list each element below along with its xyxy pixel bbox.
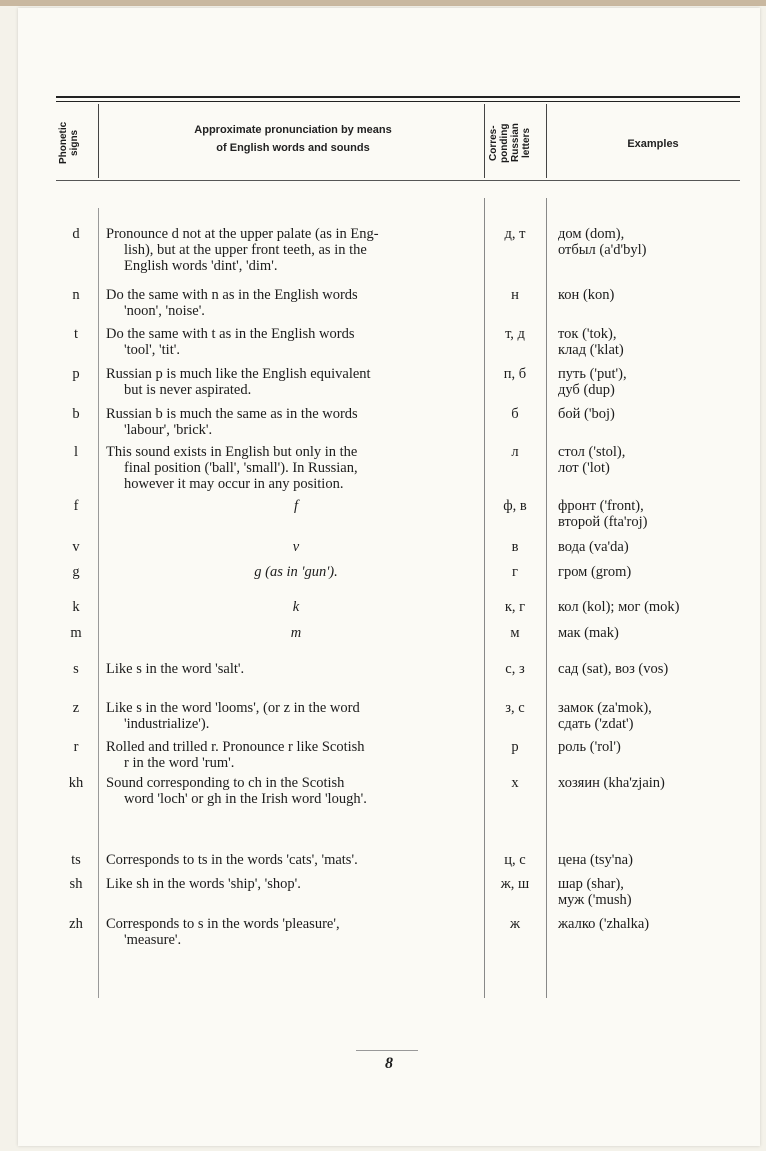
description-line: Corresponds to s in the words 'pleasure', <box>106 916 340 932</box>
example-line: кол (kol); мог (mok) <box>558 599 680 615</box>
russian-letters: ж, ш <box>500 876 530 892</box>
example-words <box>558 852 758 868</box>
book-page <box>18 8 760 1146</box>
russian-letters: с, з <box>505 661 525 677</box>
description-line: 'tool', 'tit'. <box>124 342 180 358</box>
description-line: m <box>290 625 302 641</box>
pronunciation-description <box>106 625 486 641</box>
description-line: g (as in 'gun'). <box>254 564 338 580</box>
pronunciation-description <box>106 539 486 555</box>
phonetic-sign: g <box>72 564 80 580</box>
example-line: лот ('lot) <box>558 460 610 476</box>
russian-letters: ц, с <box>504 852 526 868</box>
example-line: стол ('stol), <box>558 444 626 460</box>
description-line: k <box>292 599 300 615</box>
description-line: English words 'dint', 'dim'. <box>124 258 278 274</box>
example-line: шар (shar), <box>558 876 624 892</box>
phonetic-sign: f <box>73 498 79 514</box>
example-words <box>558 739 758 755</box>
phonetic-sign: s <box>73 661 79 677</box>
example-line: сад (sat), воз (vos) <box>558 661 669 677</box>
phonetic-sign: d <box>72 226 80 242</box>
header-russian-letters: Corres- ponding Russian letters <box>488 123 532 163</box>
russian-letters: д, т <box>504 226 526 242</box>
pronunciation-description <box>106 366 486 398</box>
example-words <box>558 498 758 530</box>
russian-letters: л <box>511 444 519 460</box>
header-rule-top-thin <box>56 101 740 102</box>
example-line: жалко ('zhalka) <box>558 916 650 932</box>
description-line: Like sh in the words 'ship', 'shop'. <box>106 876 301 892</box>
phonetic-sign: sh <box>69 876 83 892</box>
header-examples: Examples <box>627 138 679 150</box>
pronunciation-description <box>106 326 486 358</box>
example-words <box>558 876 758 908</box>
description-line: This sound exists in English but only in the <box>106 444 358 460</box>
phonetic-sign: l <box>73 444 79 460</box>
pronunciation-description <box>106 852 486 868</box>
page-number-rule <box>356 1050 418 1051</box>
description-line: final position ('ball', 'small'). In Russian, <box>124 460 358 476</box>
example-words <box>558 539 758 555</box>
russian-letters: в <box>511 539 519 555</box>
example-words <box>558 916 758 932</box>
example-line: мак (mak) <box>558 625 619 641</box>
example-line: второй (fta'roj) <box>558 514 648 530</box>
example-words <box>558 444 758 476</box>
example-line: муж ('mush) <box>558 892 632 908</box>
example-words <box>558 564 758 580</box>
body-divider-3 <box>546 198 547 998</box>
pronunciation-description <box>106 739 486 771</box>
description-line: Russian b is much the same as in the words <box>106 406 358 422</box>
phonetic-sign: z <box>72 700 80 716</box>
example-line: хозяин (kha'zjain) <box>558 775 665 791</box>
pronunciation-description <box>106 775 486 807</box>
russian-letters: к, г <box>504 599 526 615</box>
phonetic-sign: ts <box>71 852 81 868</box>
example-words <box>558 406 758 422</box>
description-line: word 'loch' or gh in the Irish word 'lough'. <box>124 791 367 807</box>
example-line: путь ('put'), <box>558 366 627 382</box>
top-edge <box>0 0 766 6</box>
russian-letters: р <box>511 739 519 755</box>
pronunciation-description <box>106 226 486 274</box>
description-line: Sound corresponding to ch in the Scotish <box>106 775 345 791</box>
description-line: lish), but at the upper front teeth, as in the <box>124 242 367 258</box>
example-line: цена (tsy'na) <box>558 852 633 868</box>
col-divider-3 <box>546 104 547 178</box>
description-line: 'labour', 'brick'. <box>124 422 213 438</box>
phonetic-sign: r <box>73 739 79 755</box>
header-rule-top <box>56 96 740 98</box>
example-words <box>558 700 758 732</box>
description-line: Pronounce d not at the upper palate (as in Eng- <box>106 226 379 242</box>
russian-letters: з, с <box>505 700 525 716</box>
russian-letters: х <box>511 775 519 791</box>
phonetic-sign: n <box>72 287 80 303</box>
description-line: 'noon', 'noise'. <box>124 303 205 319</box>
col-divider-1 <box>98 104 99 178</box>
description-line: v <box>292 539 300 555</box>
phonetic-sign: b <box>72 406 80 422</box>
example-line: дом (dom), <box>558 226 625 242</box>
header-rule-bottom <box>56 180 740 181</box>
body-divider-1 <box>98 208 99 998</box>
example-line: вода (va'da) <box>558 539 629 555</box>
example-line: роль ('rol') <box>558 739 621 755</box>
description-line: Corresponds to ts in the words 'cats', 'mats'. <box>106 852 358 868</box>
example-words <box>558 625 758 641</box>
pronunciation-description <box>106 498 486 514</box>
example-line: клад ('klat) <box>558 342 624 358</box>
description-line: f <box>293 498 299 514</box>
phonetic-sign: kh <box>68 775 84 791</box>
pronunciation-description <box>106 406 486 438</box>
example-words <box>558 599 758 615</box>
russian-letters: т, д <box>505 326 525 342</box>
example-words <box>558 661 758 677</box>
russian-letters: п, б <box>503 366 527 382</box>
pronunciation-description <box>106 916 486 948</box>
example-line: гром (grom) <box>558 564 632 580</box>
pronunciation-description <box>106 876 486 892</box>
description-line: r in the word 'rum'. <box>124 755 235 771</box>
header-phonetic-signs: Phonetic signs <box>58 121 80 165</box>
description-line: Like s in the word 'looms', (or z in the word <box>106 700 360 716</box>
pronunciation-description <box>106 444 486 492</box>
russian-letters: г <box>512 564 518 580</box>
phonetic-sign: k <box>72 599 80 615</box>
description-line: 'measure'. <box>124 932 182 948</box>
example-words <box>558 287 758 303</box>
russian-letters: м <box>510 625 520 641</box>
example-line: сдать ('zdat') <box>558 716 634 732</box>
pronunciation-description <box>106 700 486 732</box>
russian-letters: ж <box>509 916 521 932</box>
example-line: фронт ('front), <box>558 498 644 514</box>
example-line: ток ('tok), <box>558 326 617 342</box>
pronunciation-description <box>106 564 486 580</box>
description-line: Russian p is much like the English equivalent <box>106 366 371 382</box>
example-line: бой ('boj) <box>558 406 615 422</box>
example-line: кон (kon) <box>558 287 615 303</box>
example-line: отбыл (a'd'byl) <box>558 242 647 258</box>
description-line: Do the same with n as in the English words <box>106 287 358 303</box>
description-line: however it may occur in any position. <box>124 476 344 492</box>
phonetic-sign: zh <box>69 916 83 932</box>
example-line: замок (za'mok), <box>558 700 652 716</box>
russian-letters: н <box>511 287 519 303</box>
page-number: 8 <box>385 1055 393 1072</box>
header-pronunciation-line2: of English words and sounds <box>216 142 370 154</box>
description-line: but is never aspirated. <box>124 382 252 398</box>
russian-letters: б <box>511 406 519 422</box>
description-line: Like s in the word 'salt'. <box>106 661 245 677</box>
example-words <box>558 226 758 258</box>
example-words <box>558 326 758 358</box>
description-line: Do the same with t as in the English words <box>106 326 355 342</box>
pronunciation-description <box>106 599 486 615</box>
example-line: дуб (dup) <box>558 382 615 398</box>
description-line: Rolled and trilled r. Pronounce r like Scotish <box>106 739 365 755</box>
russian-letters: ф, в <box>503 498 527 514</box>
phonetic-sign: p <box>72 366 80 382</box>
pronunciation-description <box>106 661 486 677</box>
col-divider-2 <box>484 104 485 178</box>
phonetic-sign: t <box>73 326 79 342</box>
description-line: 'industrialize'). <box>124 716 210 732</box>
pronunciation-description <box>106 287 486 319</box>
example-words <box>558 366 758 398</box>
example-words <box>558 775 758 791</box>
phonetic-sign: v <box>72 539 80 555</box>
phonetic-sign: m <box>70 625 82 641</box>
header-pronunciation-line1: Approximate pronunciation by means <box>194 124 392 136</box>
